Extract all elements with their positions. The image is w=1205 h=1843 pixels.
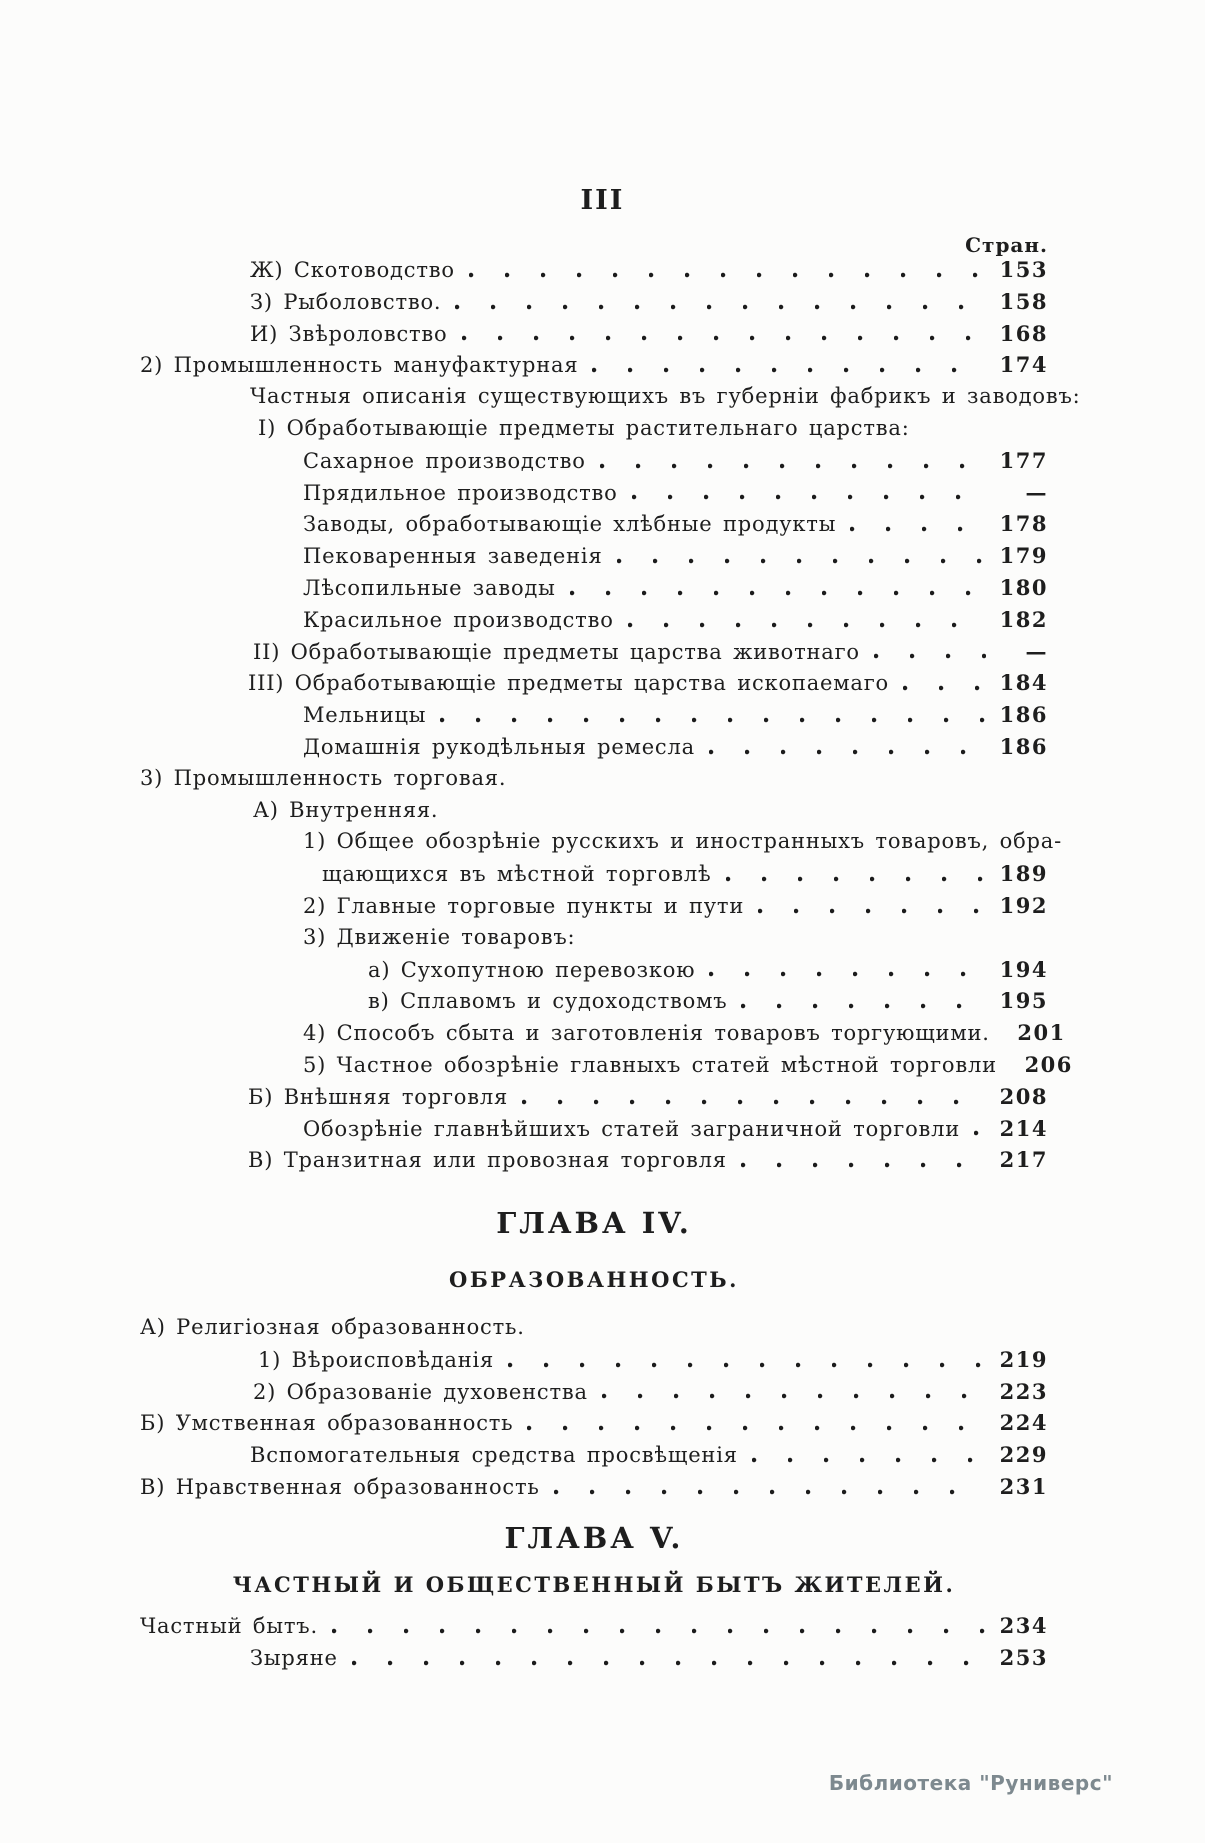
entry-text: 4) Способъ сбыта и заготовленія товаровъ торгующими. — [303, 1021, 990, 1046]
toc-entry — [140, 286, 1048, 318]
entry-page: 186 — [999, 702, 1048, 728]
dot-leader — [332, 1628, 986, 1634]
chapter-5-subtitle: ЧАСТНЫЙ И ОБЩЕСТВЕННЫЙ БЫТЪ ЖИТЕЛЕЙ. — [232, 1572, 956, 1597]
dot-leader — [632, 494, 986, 500]
toc-entry — [140, 667, 1048, 699]
toc-entry — [140, 413, 1048, 445]
toc-entry — [140, 1081, 1048, 1113]
entry-page: — — [1025, 479, 1048, 505]
page-number-roman: III — [580, 185, 625, 216]
toc-entry — [140, 1407, 1048, 1439]
toc-entry — [140, 381, 1081, 413]
entry-text: Красильное производство — [303, 607, 614, 632]
entry-text: Прядильное производство — [303, 480, 618, 505]
toc-entry — [140, 699, 1048, 731]
dot-leader — [592, 367, 986, 373]
entry-text: Частный бытъ. — [140, 1614, 318, 1638]
toc-entry — [140, 826, 1062, 858]
dot-leader — [469, 272, 986, 278]
entry-page: 224 — [999, 1410, 1048, 1436]
entry-text: Лѣсопильные заводы — [303, 575, 556, 600]
entry-page: 189 — [999, 861, 1048, 887]
entry-page: 208 — [999, 1083, 1048, 1109]
entry-text: 1) Общее обозрѣніе русскихъ и иностранныхъ товаровъ, обра- — [303, 829, 1062, 854]
toc-entry — [140, 858, 1048, 890]
entry-page: 192 — [999, 892, 1048, 918]
entry-page: 178 — [999, 511, 1048, 537]
dot-leader — [352, 1660, 986, 1666]
dot-leader — [522, 1099, 986, 1105]
entry-text: I) Обработывающіе предметы растительнаго царства: — [258, 415, 910, 440]
entry-text: 2) Промышленность мануфактурная — [140, 353, 579, 378]
toc-entry — [140, 1144, 1048, 1176]
toc-entry — [140, 445, 1048, 477]
entry-text: 2) Главные торговые пункты и пути — [303, 893, 745, 918]
entry-text: В) Нравственная образованность — [140, 1474, 540, 1499]
toc-entry — [140, 795, 1048, 827]
toc-entry — [140, 477, 1048, 509]
dot-leader — [628, 622, 986, 628]
entry-page: 182 — [999, 606, 1048, 632]
toc-entry — [140, 508, 1048, 540]
toc-entry — [140, 254, 1048, 286]
toc-entry — [140, 890, 1048, 922]
entry-text: З) Рыболовство. — [250, 289, 442, 314]
toc-entry — [140, 1610, 1048, 1642]
entry-page: 186 — [999, 733, 1048, 759]
entry-page: 180 — [999, 574, 1048, 600]
dot-leader — [440, 717, 986, 723]
dot-leader — [752, 1457, 986, 1463]
entry-page: 174 — [999, 352, 1048, 378]
toc-entry — [140, 572, 1048, 604]
entry-text: Б) Внѣшняя торговля — [248, 1084, 509, 1109]
entry-text: щающихся въ мѣстной торговлѣ — [322, 862, 712, 887]
toc-entry — [140, 1376, 1048, 1408]
toc-entry — [140, 1017, 1066, 1049]
toc-entry — [140, 1049, 1073, 1081]
entry-text: 3) Движеніе товаровъ: — [303, 924, 576, 949]
dot-leader — [570, 590, 986, 596]
entry-page: 217 — [999, 1147, 1048, 1173]
entry-page: 194 — [999, 956, 1048, 982]
entry-text: 1) Вѣроисповѣданія — [258, 1347, 495, 1372]
dot-leader — [726, 876, 987, 882]
entry-page: 153 — [999, 257, 1048, 282]
entry-text: II) Обработывающіе предметы царства животнаго — [253, 639, 860, 664]
toc-entry — [140, 349, 1048, 381]
entry-text: А) Религіозная образованность. — [140, 1315, 525, 1339]
toc-entry — [140, 1471, 1048, 1503]
entry-page: 234 — [999, 1613, 1048, 1638]
dot-leader — [462, 335, 987, 341]
toc-entry — [140, 1642, 1048, 1674]
entry-page: 184 — [999, 670, 1048, 696]
entry-text: в) Сплавомъ и судоходствомъ — [368, 989, 728, 1014]
entry-page: 158 — [999, 288, 1048, 314]
chapter-5-heading: ГЛАВА V. — [504, 1521, 684, 1555]
dot-leader — [741, 1162, 986, 1168]
toc-entry — [140, 731, 1048, 763]
toc-entry — [140, 1439, 1048, 1471]
dot-leader — [508, 1362, 986, 1368]
toc-entry — [140, 763, 1048, 795]
entry-text: 3) Промышленность торговая. — [140, 765, 507, 790]
dot-leader — [874, 653, 986, 659]
entry-text: Вспомогательныя средства просвѣщенія — [250, 1443, 738, 1468]
dot-leader — [600, 463, 986, 469]
dot-leader — [554, 1489, 986, 1495]
dot-leader — [602, 1393, 986, 1399]
dot-leader — [741, 1003, 986, 1009]
toc-entry — [140, 540, 1048, 572]
toc-entry — [140, 636, 1048, 668]
entry-page: 177 — [999, 447, 1048, 473]
page-column-header: Стран. — [965, 233, 1048, 257]
toc-entry — [140, 1312, 1048, 1344]
toc-entry — [140, 1344, 1048, 1376]
entry-text: Заводы, обработывающіе хлѣбные продукты — [303, 512, 837, 537]
entry-text: А) Внутренняя. — [253, 797, 439, 822]
entry-page: 219 — [999, 1346, 1048, 1372]
entry-page: 179 — [999, 543, 1048, 569]
dot-leader — [709, 971, 986, 977]
toc-entry — [140, 1113, 1048, 1145]
entry-text: Мельницы — [303, 703, 427, 728]
entry-text: Ж) Скотоводство — [250, 258, 455, 282]
toc-entry — [140, 318, 1048, 350]
entry-text: Частныя описанія существующихъ въ губерніи фабрикъ и заводовъ: — [250, 384, 1081, 409]
entry-page: — — [1025, 638, 1048, 664]
library-watermark: Библиотека "Руниверс" — [828, 1771, 1113, 1795]
entry-text: Обозрѣніе главнѣйшихъ статей заграничной торговли — [303, 1116, 961, 1141]
toc-entry — [140, 954, 1048, 986]
entry-text: И) Звѣроловство — [250, 321, 448, 346]
dot-leader — [617, 558, 987, 564]
toc-section-education — [140, 1312, 1048, 1503]
entry-page: 223 — [999, 1378, 1048, 1404]
entry-page: 214 — [999, 1115, 1048, 1141]
toc-entry — [140, 985, 1048, 1017]
dot-leader — [527, 1425, 986, 1431]
entry-text: а) Сухопутною перевозкою — [368, 957, 696, 982]
dot-leader — [903, 685, 986, 691]
toc-entry — [140, 922, 1048, 954]
entry-page: 168 — [999, 320, 1048, 346]
toc-entry — [140, 604, 1048, 636]
toc-section-industry — [140, 254, 1081, 1176]
entry-page: 229 — [999, 1442, 1048, 1468]
toc-section-daily-life — [140, 1610, 1048, 1674]
dot-leader — [974, 1130, 986, 1136]
entry-text: III) Обработывающіе предметы царства ископаемаго — [248, 671, 889, 696]
entry-text: Пековаренныя заведенія — [303, 544, 603, 569]
entry-text: Домашнія рукодѣльныя ремесла — [303, 734, 695, 759]
entry-text: 2) Образованіе духовенства — [253, 1379, 588, 1404]
entry-page: 253 — [999, 1644, 1048, 1670]
entry-text: Сахарное производство — [303, 448, 586, 473]
entry-text: В) Транзитная или провозная торговля — [248, 1148, 727, 1173]
dot-leader — [455, 304, 986, 310]
dot-leader — [709, 749, 986, 755]
chapter-4-subtitle: ОБРАЗОВАННОСТЬ. — [449, 1267, 739, 1292]
dot-leader — [850, 526, 986, 532]
entry-text: 5) Частное обозрѣніе главныхъ статей мѣстной торговли — [303, 1052, 997, 1077]
entry-text: Зыряне — [250, 1645, 338, 1670]
entry-page: 231 — [999, 1473, 1048, 1499]
entry-text: Б) Умственная образованность — [140, 1411, 514, 1436]
entry-page: 195 — [999, 988, 1048, 1014]
chapter-4-heading: ГЛАВА IV. — [496, 1206, 692, 1240]
entry-page: 206 — [1024, 1051, 1073, 1077]
entry-page: 201 — [1017, 1020, 1066, 1046]
dot-leader — [758, 908, 986, 914]
